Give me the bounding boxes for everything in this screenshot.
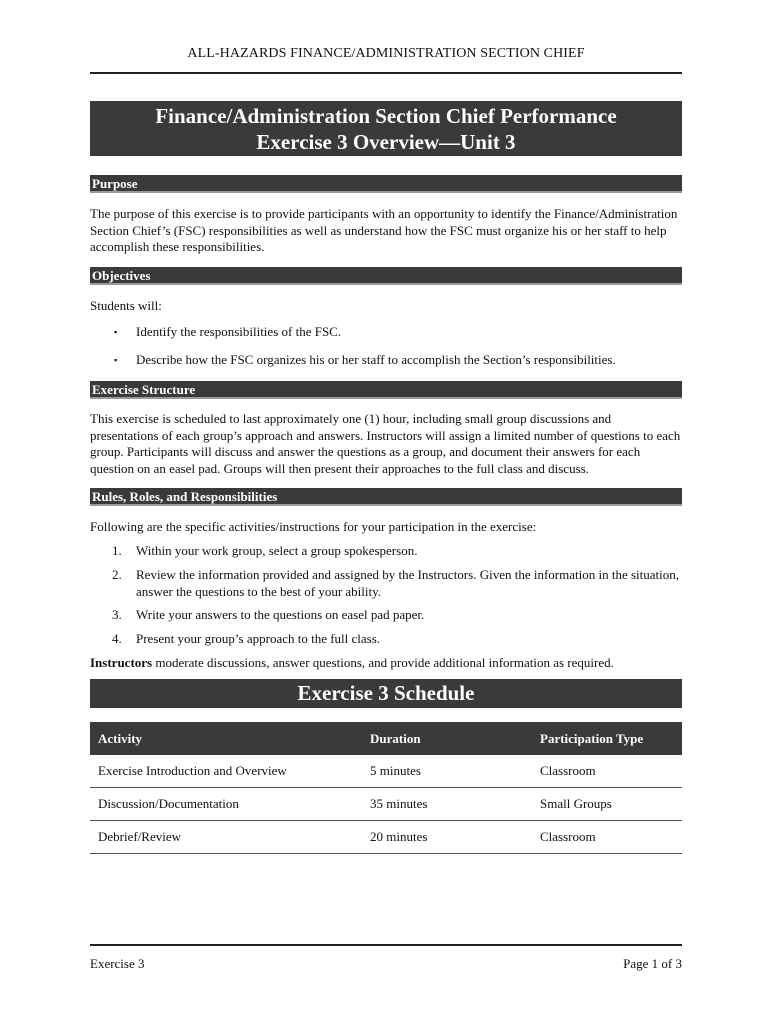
- rule-item-number: 4.: [112, 631, 122, 646]
- table-cell: 20 minutes: [362, 821, 532, 854]
- running-header: ALL-HAZARDS FINANCE/ADMINISTRATION SECTION CHIEF: [187, 46, 585, 61]
- title-banner: [90, 101, 682, 156]
- column-header: Duration: [362, 722, 532, 755]
- rules-heading: Rules, Roles, and Responsibilities: [90, 488, 682, 506]
- table-row: [90, 788, 682, 821]
- rule-item-number: 3.: [112, 607, 122, 622]
- schedule-heading: Exercise 3 Schedule: [90, 679, 682, 708]
- page-number: Page 1 of 3: [623, 956, 682, 971]
- objective-item-text: Describe how the FSC organizes his or her staff to accomplish the Section’s responsibilities.: [136, 352, 616, 367]
- table-cell: Discussion/Documentation: [90, 788, 362, 821]
- rules-intro: Following are the specific activities/instructions for your participation in the exercise:: [90, 519, 537, 534]
- footer-rule: [90, 944, 682, 946]
- exercise-structure-heading: Exercise Structure: [90, 381, 682, 399]
- footer-exercise-label: Exercise 3: [90, 956, 145, 971]
- instructors-note: [90, 655, 682, 672]
- table-row: [90, 755, 682, 788]
- purpose-text: The purpose of this exercise is to provide participants with an opportunity to identify the Finance/Administration Section Chief’s (FSC) responsibilities as well as understand how the FSC must organize his or her staff to help accomplish these responsibilities.: [90, 206, 678, 254]
- rule-item-text: Review the information provided and assigned by the Instructors. Given the information in the situation, answer the questions to the best of your ability.: [136, 567, 679, 599]
- table-cell: Classroom: [532, 755, 682, 788]
- title-line-2: Exercise 3 Overview—Unit 3: [256, 130, 516, 154]
- rule-item-number: 1.: [112, 543, 122, 558]
- exercise-structure-text: This exercise is scheduled to last approximately one (1) hour, including small group discussions and presentations of each group’s approach and answers. Instructors will assign a limited number of questions to each group. Participants will discuss and answer the questions as a group, and document their answers for each question on an easel pad. Groups will then present their approaches to the full class and discuss.: [90, 411, 681, 476]
- column-header: Activity: [90, 722, 362, 755]
- table-cell: 35 minutes: [362, 788, 532, 821]
- objectives-heading: Objectives: [90, 267, 682, 285]
- table-cell: Small Groups: [532, 788, 682, 821]
- objectives-intro: Students will:: [90, 298, 162, 313]
- rule-item-number: 2.: [112, 567, 122, 582]
- column-header: Participation Type: [532, 722, 682, 755]
- table-cell: 5 minutes: [362, 755, 532, 788]
- title-line-1: Finance/Administration Section Chief Performance: [155, 104, 617, 128]
- table-cell: Classroom: [532, 821, 682, 854]
- rule-item-text: Within your work group, select a group spokesperson.: [136, 543, 418, 558]
- table-cell: Debrief/Review: [90, 821, 362, 854]
- header-rule: [90, 72, 682, 74]
- instructors-note-text: moderate discussions, answer questions, and provide additional information as required.: [152, 655, 614, 670]
- purpose-heading: Purpose: [90, 175, 682, 193]
- instructors-note-bold: Instructors: [90, 655, 153, 670]
- document-page: [90, 0, 682, 1024]
- schedule-table: [90, 722, 682, 854]
- table-header-row: [90, 722, 682, 755]
- bullet-icon: ▪: [114, 327, 118, 337]
- objective-item-text: Identify the responsibilities of the FSC.: [136, 324, 342, 339]
- table-row: [90, 821, 682, 854]
- table-cell: Exercise Introduction and Overview: [90, 755, 362, 788]
- rule-item-text: Write your answers to the questions on easel pad paper.: [136, 607, 425, 622]
- bullet-icon: ▪: [114, 355, 118, 365]
- rule-item-text: Present your group’s approach to the full class.: [136, 631, 381, 646]
